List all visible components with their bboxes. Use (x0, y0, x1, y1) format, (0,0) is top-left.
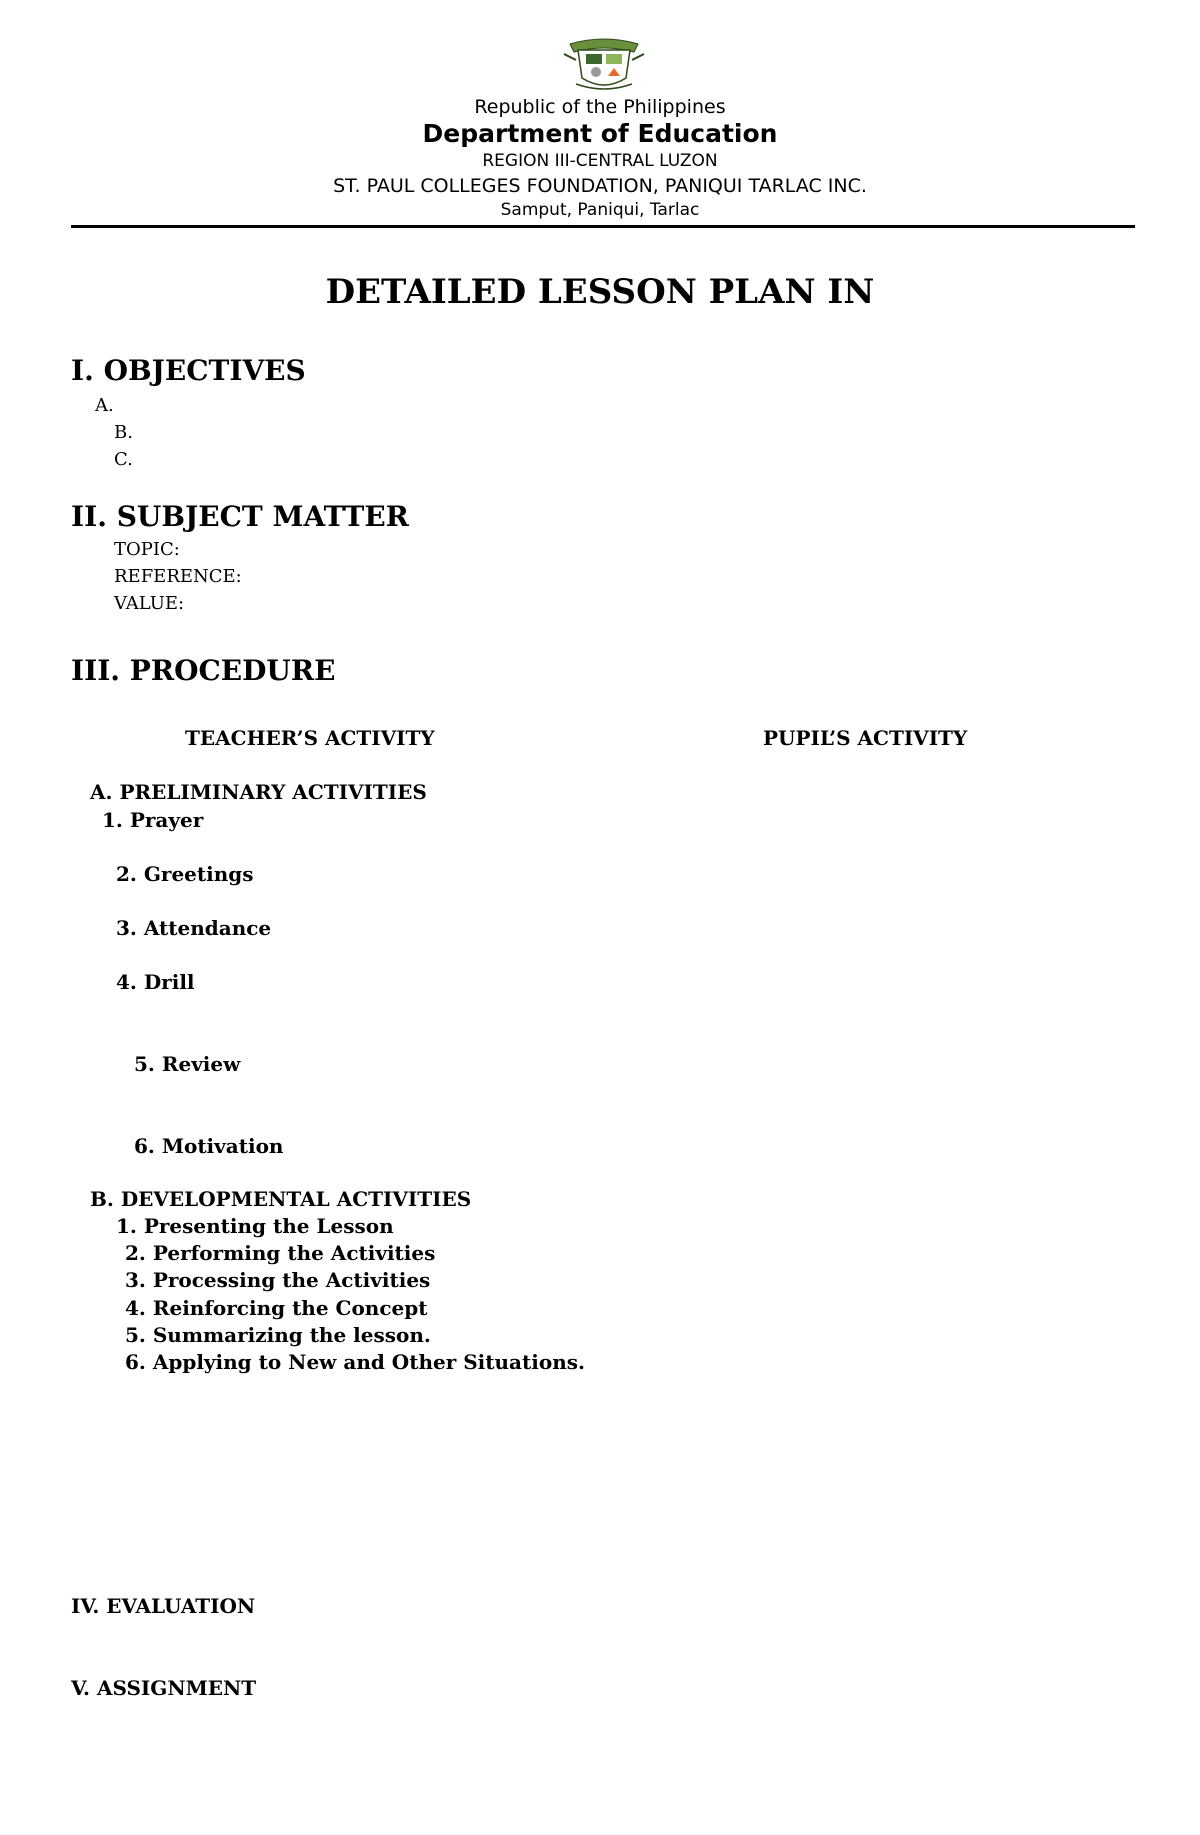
developmental-item: 2. Performing the Activities (125, 1241, 436, 1265)
objectives-heading: I. OBJECTIVES (71, 354, 306, 387)
preliminary-item: 1. Prayer (102, 808, 204, 832)
preliminary-item: 5. Review (134, 1052, 241, 1076)
developmental-item: 3. Processing the Activities (125, 1268, 431, 1292)
school-address: Samput, Paniqui, Tarlac (500, 200, 700, 220)
preliminary-item: 3. Attendance (116, 916, 272, 940)
objective-item: C. (114, 449, 133, 470)
preliminary-item: 6. Motivation (134, 1134, 284, 1158)
developmental-activities-heading: B. DEVELOPMENTAL ACTIVITIES (90, 1187, 472, 1211)
objective-item: B. (114, 422, 133, 443)
republic-line: Republic of the Philippines (474, 96, 726, 118)
developmental-item: 1. Presenting the Lesson (116, 1214, 394, 1238)
procedure-heading: III. PROCEDURE (71, 654, 336, 687)
subject-matter-heading: II. SUBJECT MATTER (71, 500, 409, 533)
topic-label: TOPIC: (114, 539, 180, 560)
pupil-activity-column: PUPIL’S ACTIVITY (763, 726, 968, 750)
department-line: Department of Education (422, 119, 778, 148)
assignment-heading: V. ASSIGNMENT (71, 1676, 257, 1700)
preliminary-activities-heading: A. PRELIMINARY ACTIVITIES (90, 780, 427, 804)
reference-label: REFERENCE: (114, 566, 242, 587)
developmental-item: 5. Summarizing the lesson. (125, 1323, 431, 1347)
evaluation-heading: IV. EVALUATION (71, 1594, 256, 1618)
school-seal-logo (556, 30, 652, 94)
developmental-item: 6. Applying to New and Other Situations. (125, 1350, 585, 1374)
document-title: DETAILED LESSON PLAN IN (325, 272, 875, 312)
header-divider (71, 225, 1135, 228)
school-name: ST. PAUL COLLEGES FOUNDATION, PANIQUI TARLAC INC. (333, 175, 867, 197)
teacher-activity-column: TEACHER’S ACTIVITY (185, 726, 435, 750)
developmental-item: 4. Reinforcing the Concept (125, 1296, 428, 1320)
preliminary-item: 2. Greetings (116, 862, 254, 886)
objective-item: A. (95, 395, 114, 416)
value-label: VALUE: (114, 593, 185, 614)
region-line: REGION III-CENTRAL LUZON (482, 151, 718, 171)
preliminary-item: 4. Drill (116, 970, 195, 994)
